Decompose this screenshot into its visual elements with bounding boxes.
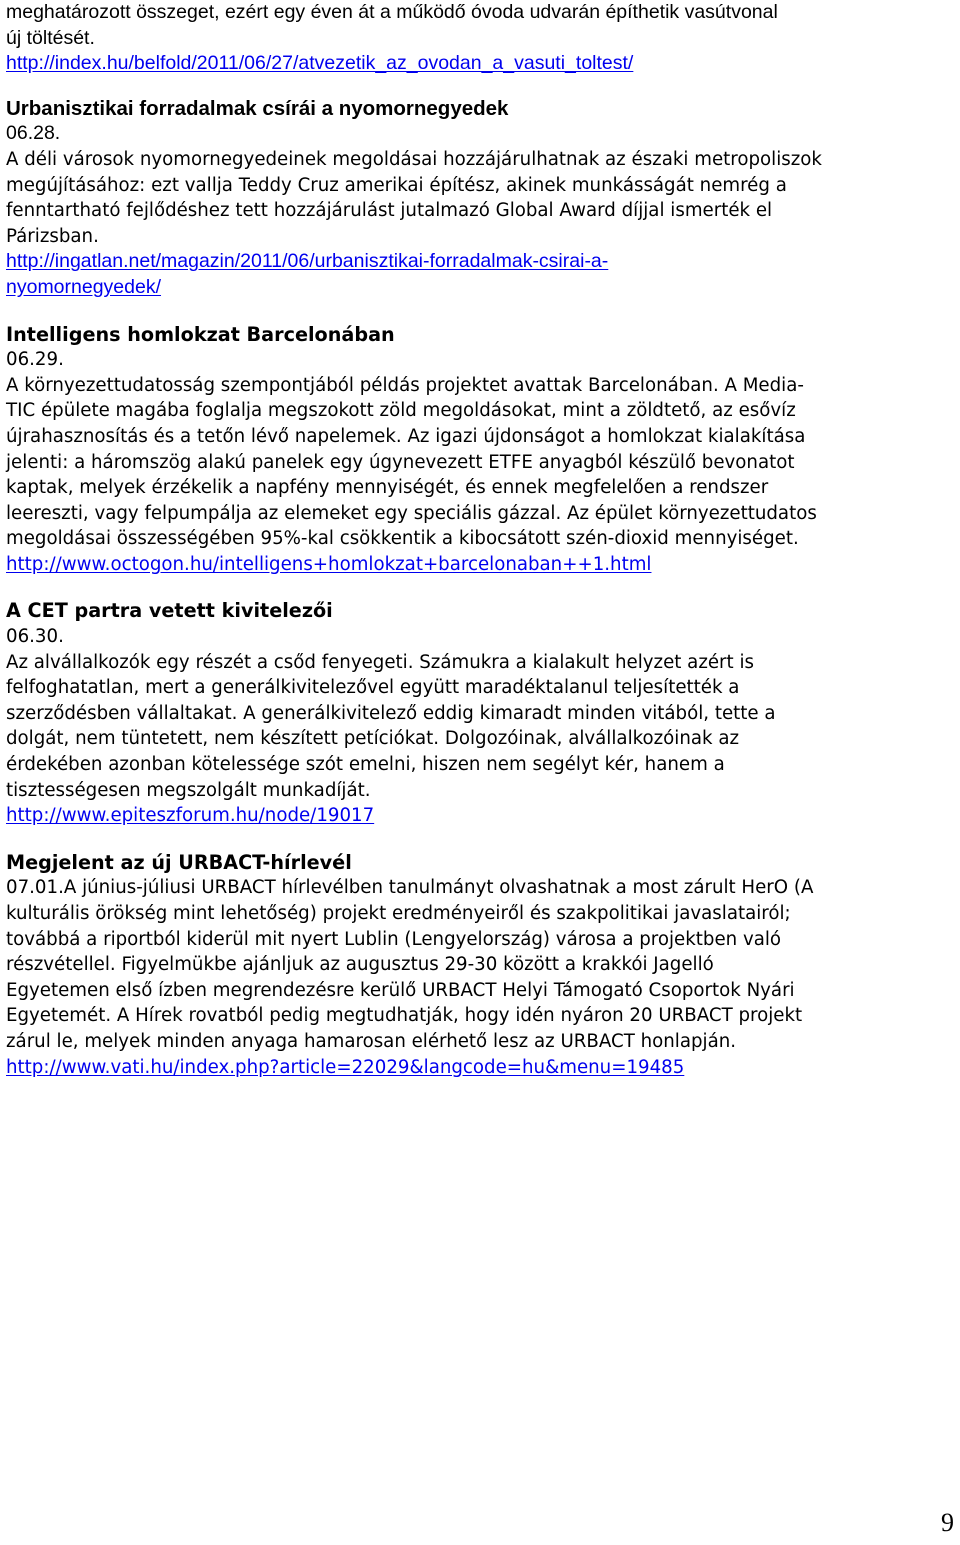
- article3-date: 06.30.: [6, 626, 64, 648]
- intro-line-2: új töltését.: [6, 26, 95, 49]
- article2-body-line: jelenti: a háromszög alakú panelek egy úgynevezett ETFE anyagból készülő bevonatot: [6, 451, 795, 473]
- article2-body-line: kaptak, melyek érzékelik a napfény mennyiségét, és ennek megfelelően a rendszer: [6, 477, 769, 499]
- intro-line-1: meghatározott összeget, ezért egy éven át a működő óvoda udvarán építhetik vasútvonal: [6, 1, 778, 23]
- article3-link[interactable]: http://www.epiteszforum.hu/node/19017: [6, 805, 375, 827]
- intro-link[interactable]: http://index.hu/belfold/2011/06/27/atvezetik_az_ovodan_a_vasuti_toltest/: [6, 52, 634, 75]
- article2-title: Intelligens homlokzat Barcelonában: [6, 322, 395, 346]
- article1-body-line: Párizsban.: [6, 225, 99, 247]
- article4-body-line: kulturális örökség mint lehetőség) projekt eredményeiről és szakpolitikai javaslatairól;: [6, 903, 791, 924]
- article2-body-line: megoldásai összességében 95%-kal csökkentik a kibocsátott szén-dioxid mennyiséget.: [6, 528, 799, 550]
- article1-body-line: A déli városok nyomornegyedeinek megoldásai hozzájárulhatnak az északi metropoliszok: [6, 148, 822, 170]
- article2-date: 06.29.: [6, 349, 64, 371]
- article1-link-cont[interactable]: nyomornegyedek/: [6, 275, 162, 298]
- document-page: [6, 0, 956, 1080]
- article3-body-line: érdekében azonban kötelessége szót emelni, hiszen nem segélyt kér, hanem a: [6, 754, 725, 776]
- article3-body-line: Az alvállalkozók egy részét a csőd fenyegeti. Számukra a kialakult helyzet azért is: [6, 651, 754, 673]
- article2-link[interactable]: http://www.octogon.hu/intelligens+homlokzat+barcelonaban++1.html: [6, 553, 652, 575]
- article1-title: Urbanisztikai forradalmak csírái a nyomornegyedek: [6, 96, 509, 120]
- article4-body-line: Egyetemét. A Hírek rovatból pedig megtudhatják, hogy idén nyáron 20 URBACT projekt: [6, 1005, 803, 1027]
- article4-body-line: 07.01.A június-júliusi URBACT hírlevélben tanulmányt olvashatnak a most zárult HerO (A: [6, 877, 814, 899]
- article4-link[interactable]: http://www.vati.hu/index.php?article=22029&langcode=hu&menu=19485: [6, 1056, 685, 1078]
- article1-date: 06.28.: [6, 122, 61, 145]
- article3-body-line: szerződésben vállaltakat. A generálkivitelező eddig kimaradt minden vitából, tette a: [6, 702, 776, 724]
- page-number: 9: [941, 1508, 954, 1537]
- article4-body-line: zárul le, melyek minden anyaga hamarosan elérhető lesz az URBACT honlapján.: [6, 1030, 737, 1052]
- article4-body-line: részvétellel. Figyelmükbe ajánljuk az augusztus 29-30 között a krakkói Jagelló: [6, 954, 714, 976]
- article3-body-line: dolgát, nem tüntetett, nem készített petíciókat. Dolgozóinak, alvállalkozóinak az: [6, 728, 740, 750]
- article3-body-line: tisztességesen megszolgált munkadíját.: [6, 779, 371, 801]
- article3-title: A CET partra vetett kivitelezői: [6, 599, 333, 623]
- article1-body-line: fenntartható fejlődéshez tett hozzájárulást jutalmazó Global Award díjjal ismerték el: [6, 200, 773, 222]
- article4-body-line: továbbá a riportból kiderül mit nyert Lublin (Lengyelország) városa a projektben való: [6, 928, 782, 950]
- article3-body-line: felfoghatatlan, mert a generálkivitelezővel együtt maradéktalanul teljesítették a: [6, 677, 740, 699]
- article1-link[interactable]: http://ingatlan.net/magazin/2011/06/urbanisztikai-forradalmak-csirai-a-: [6, 250, 609, 273]
- article4-body-line: Egyetemen első ízben megrendezésre kerülő URBACT Helyi Támogató Csoportok Nyári: [6, 979, 795, 1001]
- article2-body-line: újrahasznosítás és a tetőn lévő napelemek. Az igazi újdonságot a homlokzat kialakítása: [6, 425, 806, 447]
- article2-body-line: leereszti, vagy felpumpálja az elemeket egy speciális gázzal. Az épület környezettudatos: [6, 502, 817, 524]
- article2-body-line: A környezettudatosság szempontjából példás projektet avattak Barcelonában. A Media-: [6, 374, 804, 396]
- article4-title: Megjelent az új URBACT-hírlevél: [6, 850, 352, 874]
- article2-body-line: TIC épülete magába foglalja megszokott zöld megoldásokat, mint a zöldtető, az esővíz: [6, 400, 796, 422]
- article1-body-line: megújításához: ezt vallja Teddy Cruz amerikai építész, akinek munkásságát nemrég a: [6, 174, 787, 196]
